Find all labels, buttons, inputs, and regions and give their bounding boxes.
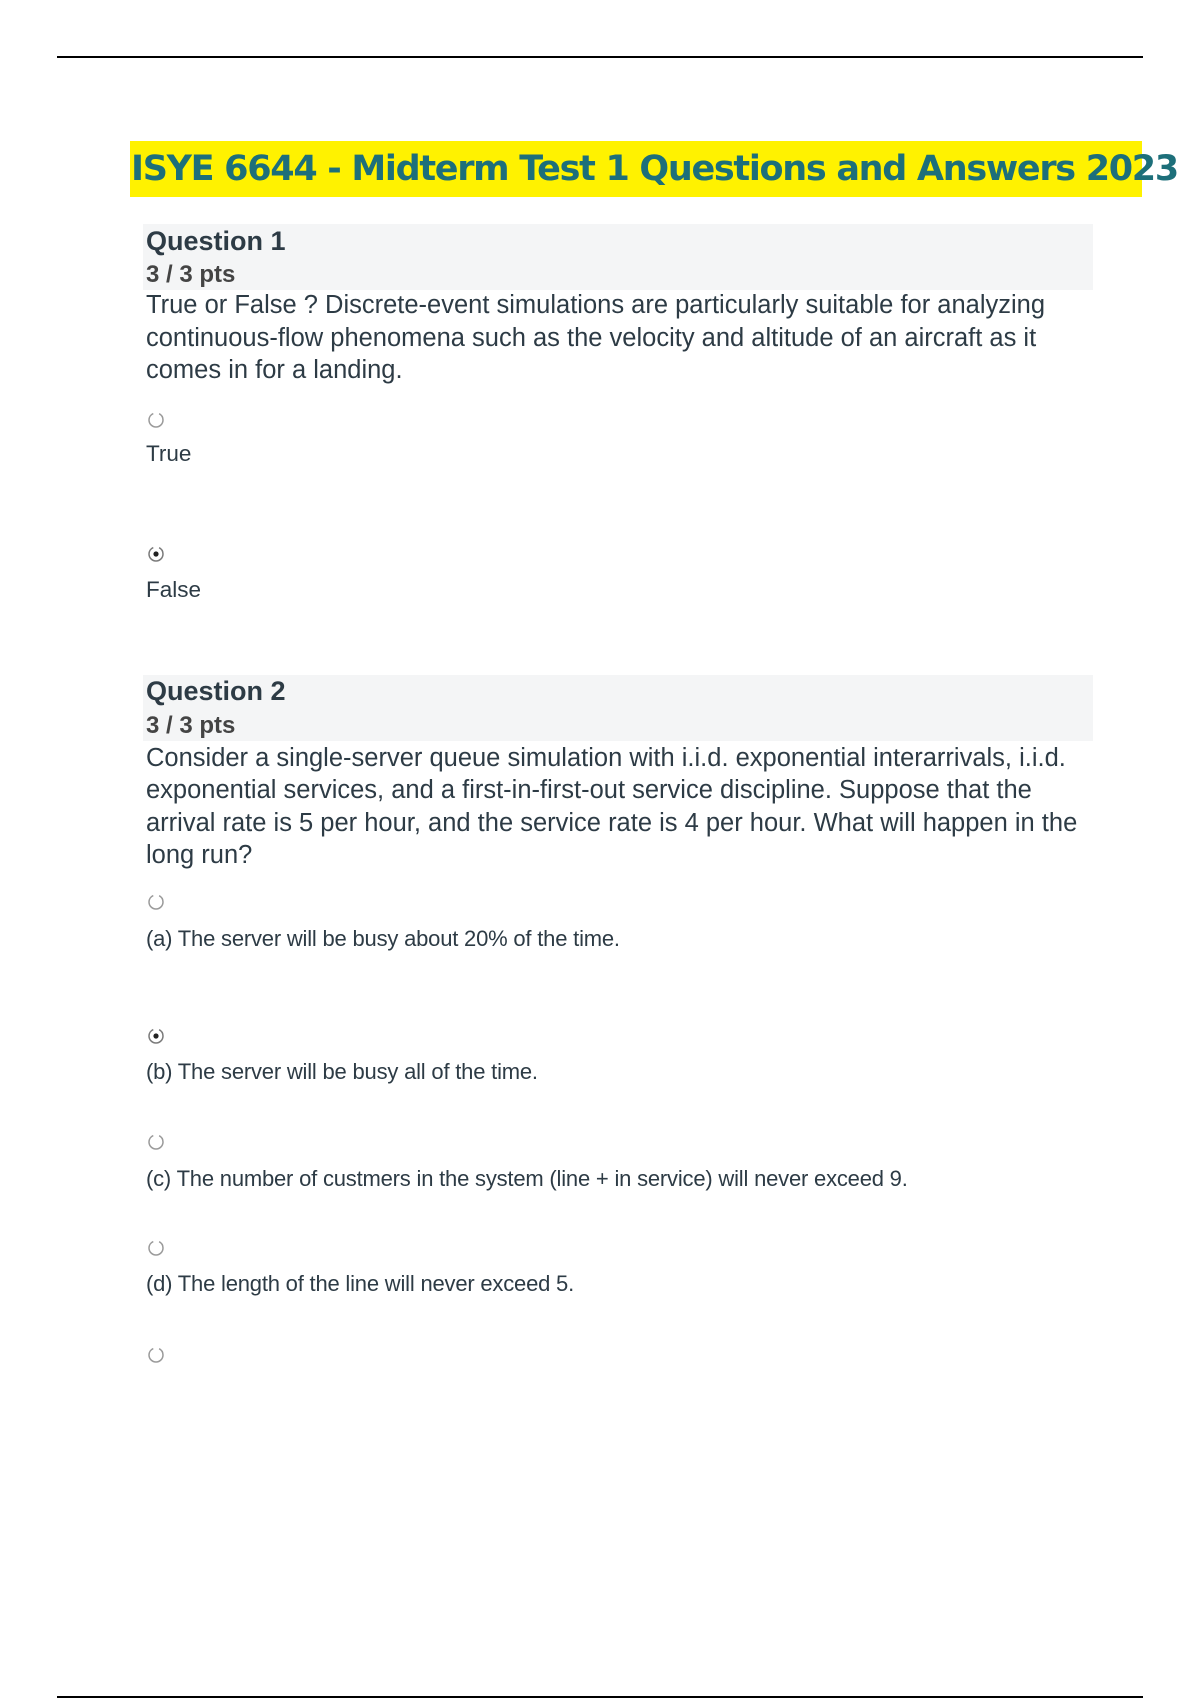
question-1-option-2-radio[interactable] [147, 545, 165, 563]
question-2-option-c-radio[interactable] [147, 1133, 165, 1151]
question-2-option-a-radio[interactable] [147, 893, 165, 911]
question-2-option-d-label: (d) The length of the line will never exceed 5. [146, 1271, 575, 1296]
question-2-option-e-radio[interactable] [147, 1346, 165, 1364]
bottom-rule [57, 1696, 1143, 1698]
question-2-title: Question 2 [146, 676, 286, 706]
question-2-option-b-radio[interactable] [147, 1027, 165, 1045]
question-1-points: 3 / 3 pts [146, 261, 236, 288]
question-1-title: Question 1 [146, 226, 286, 256]
question-2-text: Consider a single-server queue simulation with i.i.d. exponential interarrivals, i.i.d. exponential services, and a first-in-first-out service discipline. Suppose that the arrival rate is 5 per hour, and the service rate is 4 per hour. What will happen in the long run? [146, 744, 1078, 869]
question-1-option-2-label: False [146, 577, 202, 602]
question-1-text: True or False ? Discrete-event simulations are particularly suitable for analyzing continuous-flow phenomena such as the velocity and altitude of an aircraft as it comes in for a landing. [146, 291, 1046, 384]
question-1-option-1-radio[interactable] [147, 411, 165, 429]
question-1-option-1-label: True [146, 441, 192, 466]
question-2-option-b-label: (b) The server will be busy all of the time. [146, 1059, 538, 1084]
question-2-option-c-label: (c) The number of custmers in the system (line + in service) will never exceed 9. [146, 1166, 908, 1191]
question-2-option-a-label: (a) The server will be busy about 20% of the time. [146, 926, 620, 951]
question-2-option-d-radio[interactable] [147, 1239, 165, 1257]
document-title: ISYE 6644 - Midterm Test 1 Questions and Answers 2023 [131, 149, 1178, 189]
question-2-points: 3 / 3 pts [146, 712, 236, 739]
top-rule [57, 56, 1143, 58]
